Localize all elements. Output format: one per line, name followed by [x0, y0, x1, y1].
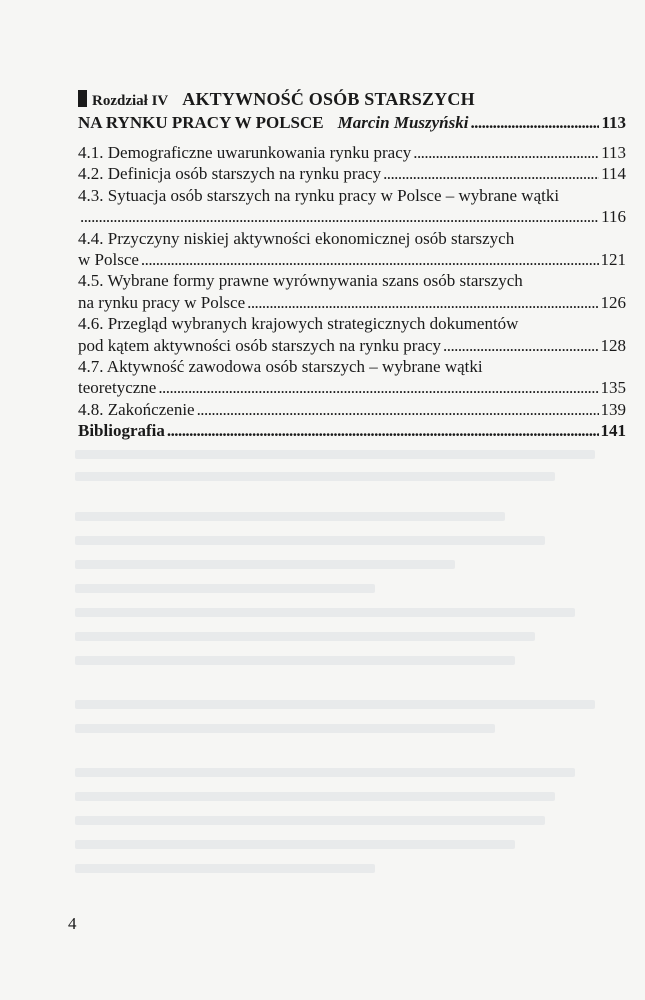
toc-entry [78, 399, 626, 420]
toc-entry-text: 4.3. Sytuacja osób starszych na rynku pracy w Polsce – wybrane wątki [78, 185, 560, 205]
toc-entry-line [78, 206, 626, 227]
leader-dots [141, 249, 599, 270]
leader-dots [167, 420, 599, 441]
toc-entry-page: 126 [600, 292, 626, 312]
toc-entry-line [78, 270, 626, 291]
toc-entry [78, 185, 626, 228]
toc-entry-text: 4.2. Definicja osób starszych na rynku pracy [78, 164, 382, 184]
leader-dots [158, 377, 598, 398]
toc-entry-page: 116 [601, 207, 626, 227]
chapter-author: Marcin Muszyński [337, 113, 469, 132]
toc-entry-page: 135 [600, 378, 626, 398]
toc-entry-text: na rynku pracy w Polsce [78, 292, 246, 312]
toc-entry-page: 113 [601, 143, 626, 162]
toc-entry-page: 139 [600, 399, 626, 419]
bibliography-label: Bibliografia [78, 421, 165, 441]
toc-entry-text: 4.7. Aktywność zawodowa osób starszych – wybrane wątki [78, 357, 483, 377]
toc-entry-text: w Polsce [78, 250, 139, 270]
toc-entry [78, 142, 626, 163]
leader-dots [443, 335, 598, 356]
toc-entry-text: 4.8. Zakończenie [78, 399, 195, 419]
toc-entry-text: pod kątem aktywności osób starszych na rynku pracy [78, 335, 442, 355]
leader-dots [413, 142, 599, 163]
toc-entry-text: 4.5. Wybrane formy prawne wyrównywania szans osób starszych [78, 271, 523, 291]
toc-entry-line [78, 399, 626, 420]
page-number: 4 [68, 914, 77, 933]
toc-entry [78, 228, 626, 271]
chapter-heading [78, 88, 626, 133]
toc-entry-line [78, 335, 626, 356]
toc-entry-text: 4.1. Demograficzne uwarunkowania rynku pracy [78, 143, 412, 162]
toc-entry-line [78, 356, 626, 377]
toc-entry-text: 4.4. Przyczyny niskiej aktywności ekonomicznej osób starszych [78, 228, 515, 248]
leader-dots [197, 399, 599, 420]
chapter-page: 113 [601, 113, 626, 132]
toc-entry-text: 4.6. Przegląd wybranych krajowych strategicznych dokumentów [78, 314, 519, 334]
toc-entry-page: 121 [600, 250, 626, 270]
toc-entry [78, 356, 626, 399]
toc-entry-line [78, 142, 626, 163]
toc-entry-line [78, 249, 626, 270]
chapter-title-line2: NA RYNKU PRACY W POLSCE [78, 113, 324, 132]
toc-entry [78, 163, 626, 184]
show-through-background [55, 450, 625, 900]
toc-entry-line [78, 377, 626, 398]
toc-entry-page: 114 [601, 164, 626, 184]
leader-dots [80, 206, 599, 227]
chapter-number: Rozdział IV [92, 93, 169, 109]
chapter-marker-icon [78, 90, 87, 107]
chapter-title-line1: AKTYWNOŚĆ OSÓB STARSZYCH [182, 89, 475, 109]
toc-entry-page: 128 [600, 335, 626, 355]
leader-dots [470, 112, 599, 133]
toc-entry-line [78, 313, 626, 334]
toc-entry-line [78, 228, 626, 249]
bibliography-entry [78, 420, 626, 441]
bibliography-page: 141 [600, 421, 626, 441]
section-list [78, 142, 626, 420]
toc-entry-line [78, 163, 626, 184]
toc-entry [78, 313, 626, 356]
toc-entry-text: teoretyczne [78, 378, 157, 398]
toc-entry-line [78, 185, 626, 206]
leader-dots [247, 292, 598, 313]
leader-dots [383, 163, 599, 184]
toc-entry [78, 270, 626, 313]
toc-entry-line [78, 292, 626, 313]
table-of-contents [78, 88, 626, 441]
